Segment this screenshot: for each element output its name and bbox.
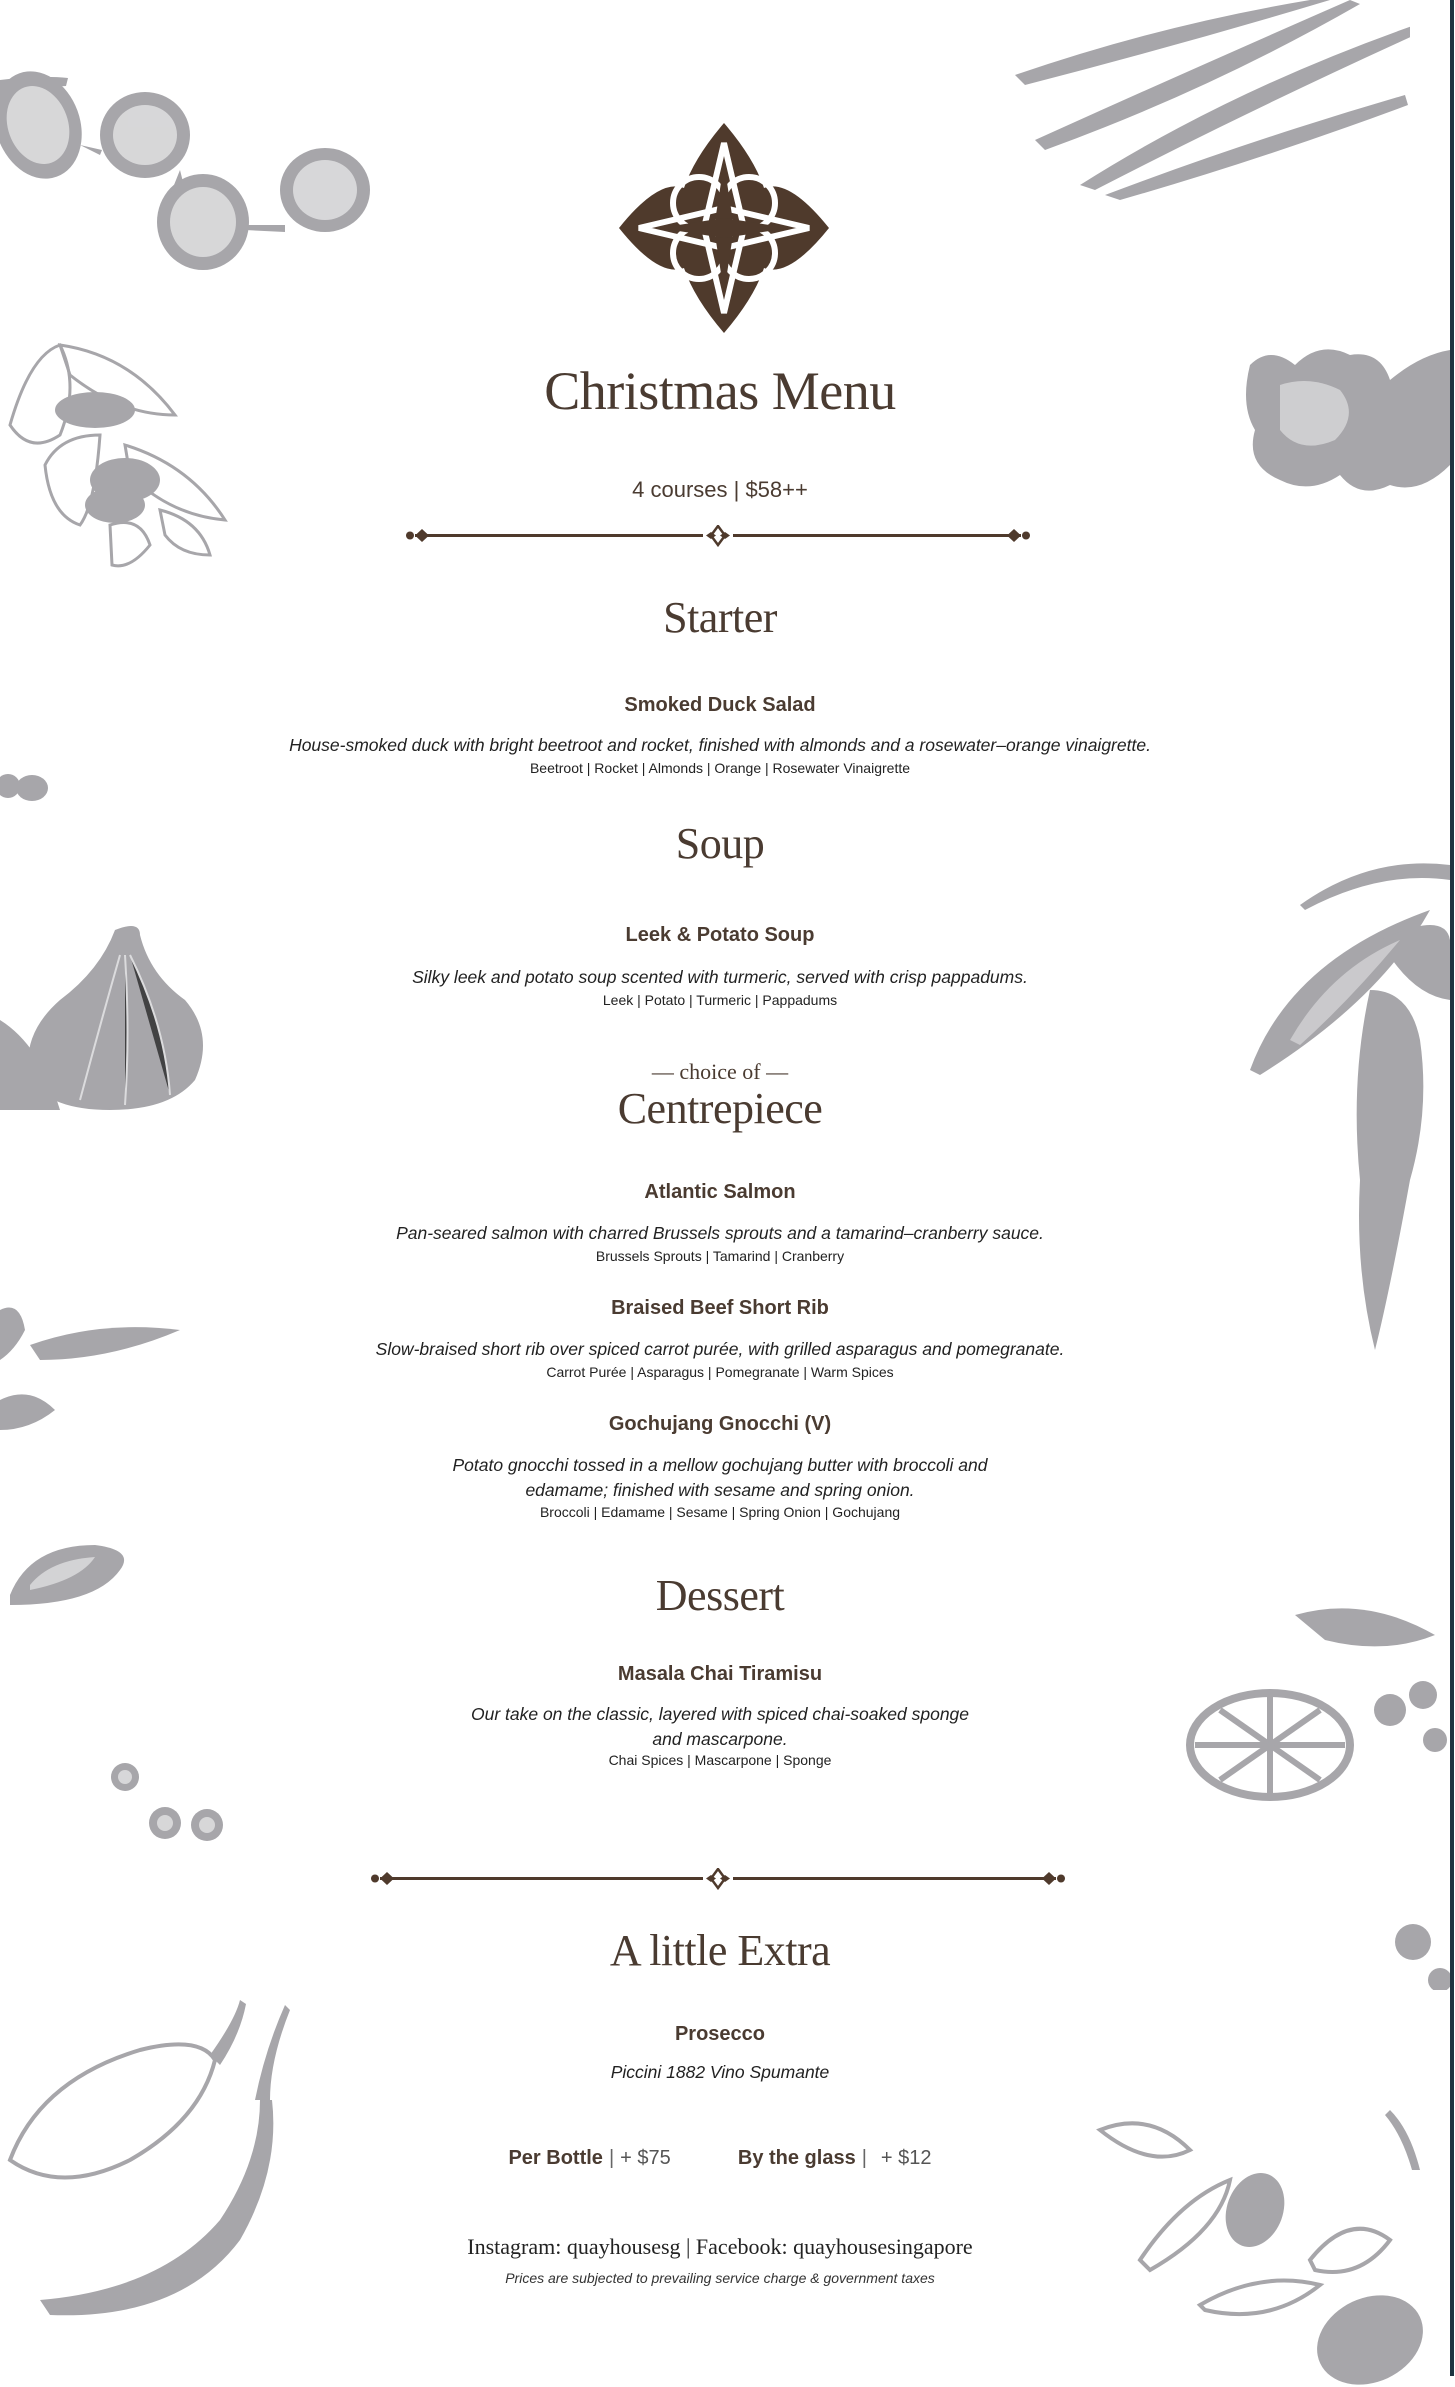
peppercorns-illustration-icon xyxy=(105,1755,245,1850)
citrus-illustration-icon xyxy=(1185,1595,1450,1805)
menu-item-description: and mascarpone. xyxy=(652,1729,788,1749)
section-title-centrepiece: Centrepiece xyxy=(617,1084,823,1133)
menu-item-tags: Leek | Potato | Turmeric | Pappadums xyxy=(602,992,838,1008)
price-disclaimer: Prices are subjected to prevailing service charge & government taxes xyxy=(505,2270,935,2286)
menu-item-tags: Brussels Sprouts | Tamarind | Cranberry xyxy=(595,1248,845,1264)
extra-prices xyxy=(0,2147,1440,2170)
price-label: Per Bottle xyxy=(508,2147,603,2169)
menu-item-tags: Carrot Purée | Asparagus | Pomegranate | Warm Spices xyxy=(546,1364,894,1380)
menu-item-description: Silky leek and potato soup scented with turmeric, served with crisp pappadums. xyxy=(412,967,1028,987)
extra-item-description: Piccini 1882 Vino Spumante xyxy=(610,2062,830,2082)
page-edge-line xyxy=(1450,0,1454,2376)
menu-item-name: Gochujang Gnocchi (V) xyxy=(608,1413,832,1435)
menu-item-tags: Chai Spices | Mascarpone | Sponge xyxy=(608,1752,832,1768)
pods-illustration-icon xyxy=(1010,0,1410,210)
menu-item-tags: Broccoli | Edamame | Sesame | Spring Onion | Gochujang xyxy=(539,1504,901,1520)
menu-item-description: Our take on the classic, layered with spiced chai-soaked sponge xyxy=(470,1704,970,1724)
ornamental-divider-icon xyxy=(370,1868,1066,1890)
price-per-bottle xyxy=(508,2147,676,2169)
berry-chain-illustration-icon xyxy=(0,30,400,280)
menu-item-name: Smoked Duck Salad xyxy=(624,694,816,716)
menu-subtitle: 4 courses | $58++ xyxy=(632,477,808,502)
menu-item-description: Slow-braised short rib over spiced carrot purée, with grilled asparagus and pomegranate. xyxy=(375,1339,1065,1359)
berry-leaves-illustration-icon xyxy=(0,315,240,585)
quayhouse-ornament-logo-icon xyxy=(614,118,834,338)
menu-item-name: Masala Chai Tiramisu xyxy=(617,1663,823,1685)
menu-title: Christmas Menu xyxy=(544,361,896,421)
menu-item-description: edamame; finished with sesame and spring onion. xyxy=(525,1480,915,1500)
section-title-extra: A little Extra xyxy=(609,1926,831,1975)
menu-item-description: Pan-seared salmon with charred Brussels sprouts and a tamarind–cranberry sauce. xyxy=(396,1223,1044,1243)
choice-of-label: — choice of — xyxy=(651,1059,789,1084)
menu-item-name: Atlantic Salmon xyxy=(644,1181,796,1203)
price-value: + $75 xyxy=(620,2147,671,2169)
section-title-soup: Soup xyxy=(675,819,765,868)
menu-item-name: Braised Beef Short Rib xyxy=(611,1297,829,1319)
extra-item-name: Prosecco xyxy=(674,2023,766,2045)
menu-item-description: House-smoked duck with bright beetroot and rocket, finished with almonds and a rosewater–orange vinaigrette. xyxy=(289,735,1151,755)
menu-item-description: Potato gnocchi tossed in a mellow gochujang butter with broccoli and xyxy=(452,1455,988,1475)
section-title-starter: Starter xyxy=(663,593,777,642)
price-separator: | xyxy=(861,2147,867,2169)
price-by-glass xyxy=(738,2147,932,2169)
menu-item-tags: Beetroot | Rocket | Almonds | Orange | Rosewater Vinaigrette xyxy=(529,760,911,776)
price-label: By the glass xyxy=(737,2147,856,2169)
social-links: Instagram: quayhousesg | Facebook: quayhousesingapore xyxy=(467,2234,973,2259)
price-value: + $12 xyxy=(880,2147,932,2169)
ornamental-divider-icon xyxy=(405,525,1031,547)
menu-item-name: Leek & Potato Soup xyxy=(625,924,815,946)
section-title-dessert: Dessert xyxy=(655,1571,785,1620)
peas-illustration-icon xyxy=(0,770,60,820)
price-separator: | xyxy=(608,2147,615,2169)
